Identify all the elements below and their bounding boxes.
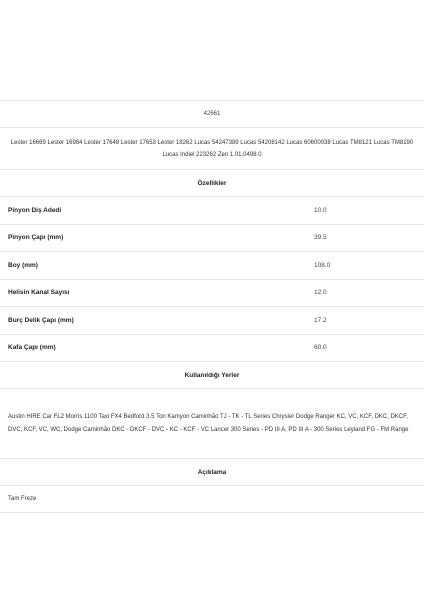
spec-label: Boy (mm) [8,261,38,269]
spec-label: Burç Delik Çapı (mm) [8,316,74,324]
spec-label: Pinyon Diş Adedi [8,206,62,214]
spec-value: 12.0 [314,289,327,297]
features-heading: Özellikler [0,170,424,197]
spec-label: Kafa Çapı (mm) [8,344,56,352]
spec-value: 39.5 [314,234,327,242]
spec-label: Helisin Kanal Sayısı [8,289,70,297]
spec-value: 60.0 [314,344,327,352]
spec-row [0,197,424,225]
spec-value: 10.0 [314,206,327,214]
spec-row [0,252,424,280]
description-heading: Açıklama [0,459,424,486]
oem-references: Lester 16669 Lester 16984 Lester 17648 Lester 17653 Lester 18262 Lucas 54247389 Lucas 54208142 Lucas 60600038 Lucas TM8121 Lucas TM8190 Lucas Indiel 223262 Zen 1.01.0498.0 [0,128,424,170]
spec-row [0,335,424,363]
spec-row [0,307,424,335]
spec-value: 17.2 [314,316,327,324]
usage-text: Austin HIRE Car FL2 Morris 1100 Taxi FX4 Bedford 3.5 Ton Kamyon Caminhão TJ - TK - TL Series Chrysler Dodge Ranger KC, VC, KCF, DKC, DKCF, DVC, KCF, VC, WC, Dodge Caminhão DKC - DKCF - DVC - KC - KCF - VC Lancer 300 Series - PD III A, PD III A - 300 Series Leyland FG - FM Range [0,389,424,459]
spec-row [0,280,424,308]
usage-heading: Kullanıldığı Yerler [0,362,424,389]
product-code: 42661 [0,101,424,128]
spec-label: Pinyon Çapı (mm) [8,234,64,242]
description-text: Tam Freze [0,486,424,513]
spec-value: 108.0 [314,261,331,269]
spec-row [0,225,424,253]
product-spec-sheet [0,100,424,513]
